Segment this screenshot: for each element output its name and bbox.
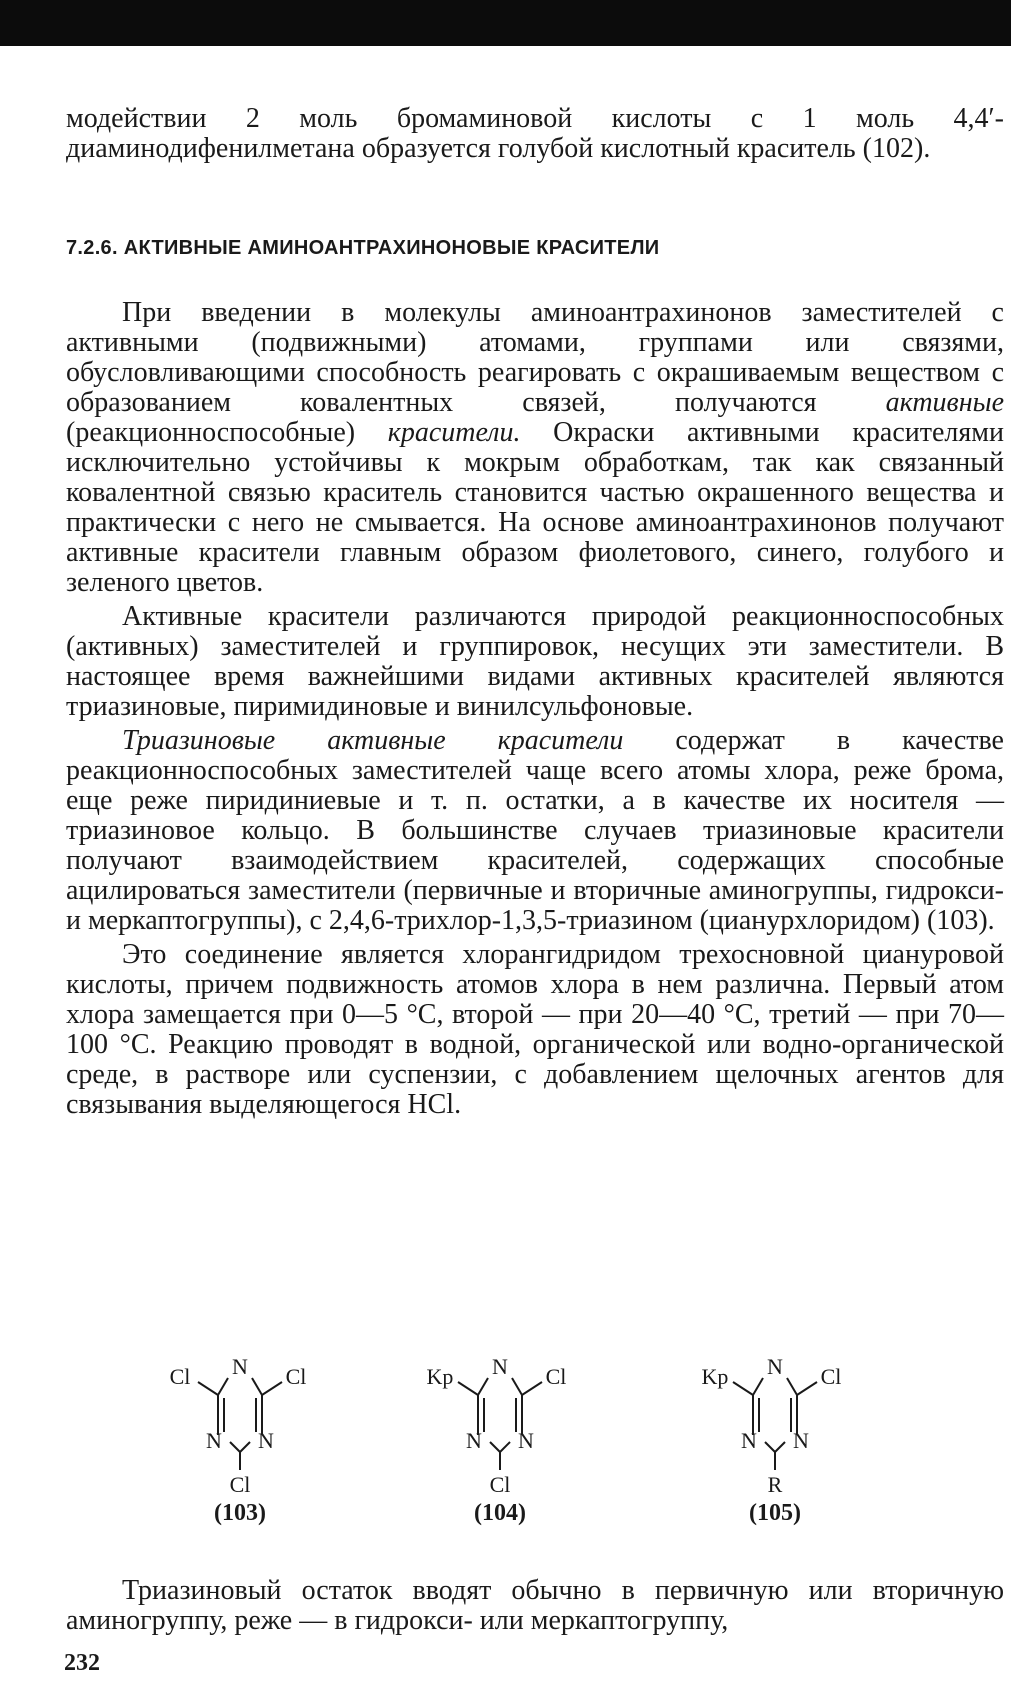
formula-number: (105) (749, 1500, 801, 1526)
triazine-ring-103 (140, 1340, 340, 1500)
bottom-substituent: Cl (489, 1472, 511, 1497)
ring-nitrogen: N (258, 1428, 274, 1453)
paragraph-triazine-dyes (66, 726, 1004, 936)
ring-nitrogen: N (492, 1354, 508, 1379)
paragraph-continuation: модействии 2 моль бромаминовой кислоты с 1 моль 4,4′-диаминодифенилметана образуется голубой кислотный краситель (102). (66, 103, 1004, 164)
paragraph-triazine-residue: Триазиновый остаток вводят обычно в первичную или вторичную аминогруппу, реже — в гидрокси- или меркаптогруппу, (66, 1575, 1004, 1636)
text-run: (реакционноспособные) (66, 417, 388, 448)
ring-nitrogen: N (206, 1428, 222, 1453)
emphasis-term: красители. (387, 417, 521, 448)
ring-nitrogen: N (518, 1428, 534, 1453)
text-run: Окраски активными красителями исключительно устойчивы к мокрым обработкам, так как связанный ковалентной связью краситель становится частью окрашенного вещества и практически с него не смывается. На основе аминоантрахинонов получают активные красители главным образом фиолетового, синего, голубого и зеленого цветов. (66, 417, 1004, 598)
formula-number: (104) (474, 1500, 526, 1526)
triazine-ring-104 (400, 1340, 600, 1500)
page-body (66, 104, 1004, 1120)
left-substituent: Kp (701, 1364, 729, 1389)
structure-formulas (140, 1340, 920, 1540)
right-substituent: Cl (820, 1364, 842, 1389)
page-number: 232 (64, 1650, 100, 1676)
bottom-substituent: Cl (229, 1472, 251, 1497)
paragraph-cyanuric-chloride: Это соединение является хлорангидридом трехосновной циануровой кислоты, причем подвижность атомов хлора в нем различна. Первый атом хлора замещается при 0—5 °С, второй — при 20—40 °С, третий — при 70—100 °С. Реакцию проводят в водной, органической или водно-органической среде, в растворе или суспензии, с добавлением щелочных агентов для связывания выделяющегося HCl. (66, 939, 1004, 1120)
ring-nitrogen: N (767, 1354, 783, 1379)
paragraph-active-dyes-intro (66, 298, 1004, 598)
left-substituent: Cl (169, 1364, 191, 1389)
formula-number: (103) (214, 1500, 266, 1526)
bottom-substituent: R (767, 1472, 783, 1497)
right-substituent: Cl (545, 1364, 567, 1389)
ring-nitrogen: N (741, 1428, 757, 1453)
left-substituent: Kp (426, 1364, 454, 1389)
structure-103 (140, 1340, 340, 1530)
emphasis-term: Триазиновые активные красители (122, 725, 624, 756)
text-run: При введении в молекулы аминоантрахинонов заместителей с активными (подвижными) атомами, группами или связями, обусловливающими способность реагировать с окрашиваемым веществом с образованием ковалентных связей, получаются (66, 297, 1004, 418)
ring-nitrogen: N (232, 1354, 248, 1379)
triazine-ring-105 (675, 1340, 875, 1500)
ring-nitrogen: N (793, 1428, 809, 1453)
emphasis-term: активные (885, 387, 1004, 418)
page-bottom-text (66, 1576, 1004, 1636)
section-heading: 7.2.6. АКТИВНЫЕ АМИНОАНТРАХИНОНОВЫЕ КРАСИТЕЛИ (66, 237, 660, 259)
structure-104 (400, 1340, 600, 1530)
paragraph-dye-types: Активные красители различаются природой реакционноспособных (активных) заместителей и группировок, несущих эти заместители. В настоящее время важнейшими видами активных красителей являются триазиновые, пиримидиновые и винилсульфоновые. (66, 601, 1004, 722)
ring-nitrogen: N (466, 1428, 482, 1453)
right-substituent: Cl (285, 1364, 307, 1389)
structure-105 (675, 1340, 875, 1530)
text-run: содержат в качестве реакционноспособных заместителей чаще всего атомы хлора, реже брома, еще реже пиридиниевые и т. п. остатки, а в качестве их носителя — триазиновое кольцо. В большинстве случаев триазиновые красители получают взаимодействием красителей, содержащих способные ацилироваться заместители (первичные и вторичные аминогруппы, гидрокси- и меркаптогруппы), с 2,4,6-трихлор-1,3,5-триазином (цианурхлоридом) (103). (66, 725, 1004, 936)
scan-top-border (0, 0, 1011, 46)
